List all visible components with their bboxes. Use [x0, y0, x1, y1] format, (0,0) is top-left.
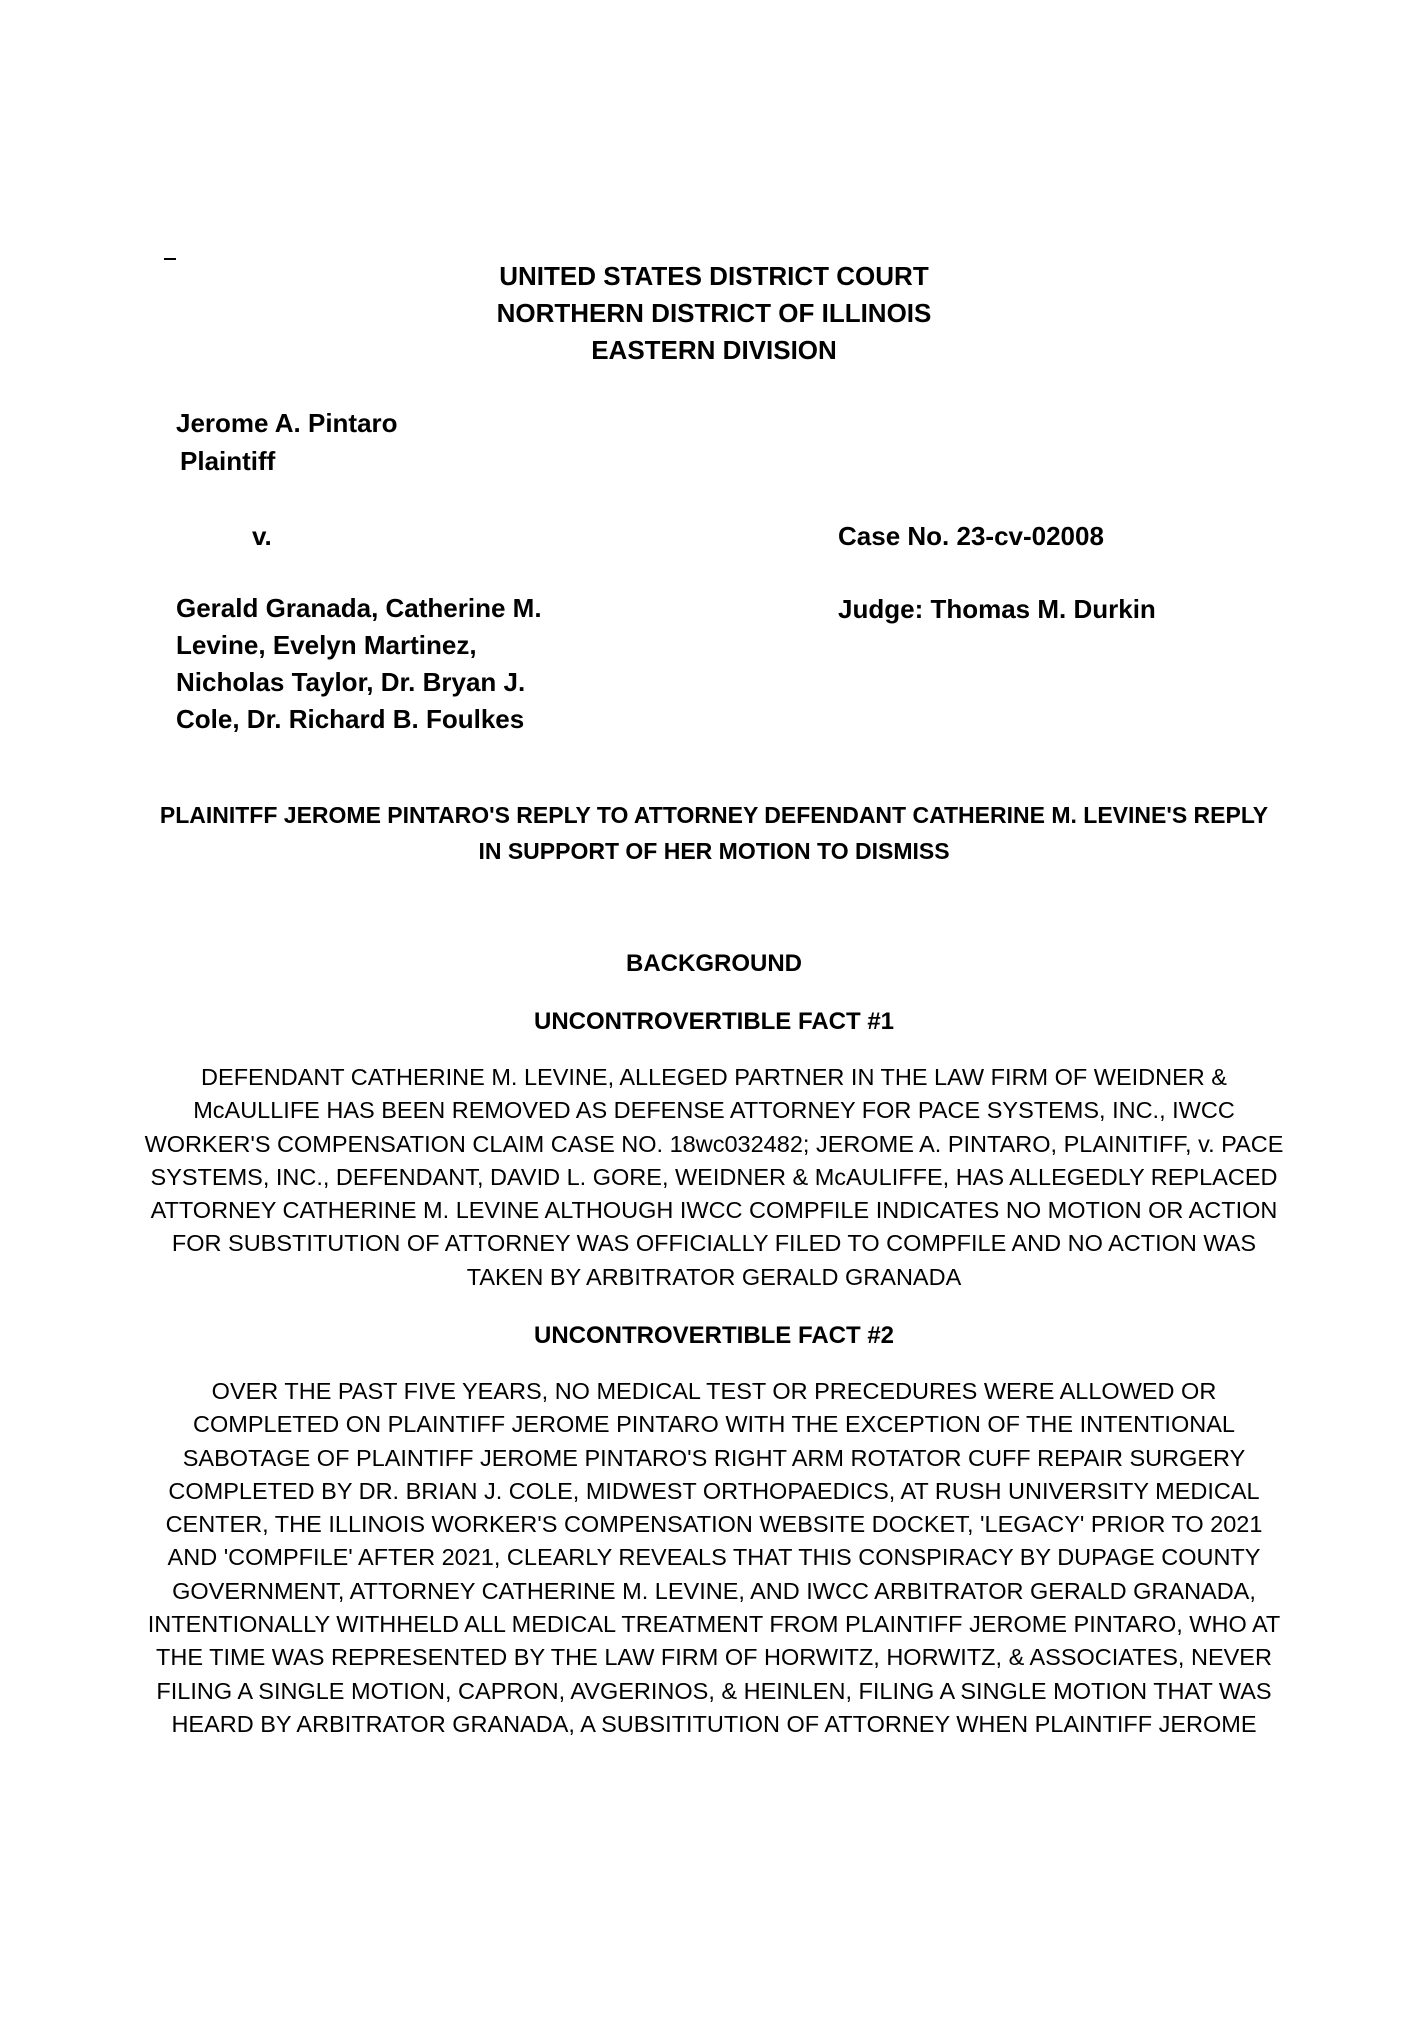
paragraph-line: OVER THE PAST FIVE YEARS, NO MEDICAL TEST OR PRECEDURES WERE ALLOWED OR [211, 1378, 1217, 1404]
paragraph-line: FOR SUBSTITUTION OF ATTORNEY WAS OFFICIALLY FILED TO COMPFILE AND NO ACTION WAS [171, 1230, 1257, 1257]
paragraph-line: ATTORNEY CATHERINE M. LEVINE ALTHOUGH IWCC COMPFILE INDICATES NO MOTION OR ACTION [150, 1197, 1278, 1224]
paragraph-line: DEFENDANT CATHERINE M. LEVINE, ALLEGED PARTNER IN THE LAW FIRM OF WEIDNER & [201, 1064, 1227, 1090]
defendants-line: Nicholas Taylor, Dr. Bryan J. [176, 667, 526, 697]
paragraph-line: THE TIME WAS REPRESENTED BY THE LAW FIRM OF HORWITZ, HORWITZ, & ASSOCIATES, NEVER [156, 1644, 1272, 1671]
plaintiff-block [176, 404, 398, 480]
fact1-paragraph [70, 1061, 1358, 1294]
court-name: UNITED STATES DISTRICT COURT [499, 261, 929, 291]
versus-label: v. [252, 521, 272, 551]
title-line: PLAINITFF JEROME PINTARO'S REPLY TO ATTORNEY DEFENDANT CATHERINE M. LEVINE'S REPLY [159, 802, 1269, 828]
paragraph-line: COMPLETED ON PLAINTIFF JEROME PINTARO WITH THE EXCEPTION OF THE INTENTIONAL [193, 1411, 1235, 1438]
court-division: EASTERN DIVISION [591, 335, 837, 365]
paragraph-line: INTENTIONALLY WITHHELD ALL MEDICAL TREATMENT FROM PLAINTIFF JEROME PINTARO, WHO AT [147, 1611, 1281, 1638]
document-title [60, 797, 1368, 869]
fact2-paragraph [70, 1375, 1358, 1741]
paragraph-line: AND 'COMPFILE' AFTER 2021, CLEARLY REVEALS THAT THIS CONSPIRACY BY DUPAGE COUNTY [167, 1544, 1261, 1571]
paragraph-line: TAKEN BY ARBITRATOR GERALD GRANADA [466, 1263, 962, 1290]
background-heading: BACKGROUND [626, 950, 802, 977]
case-number: Case No. 23-cv-02008 [838, 521, 1104, 551]
paragraph-line: CENTER, THE ILLINOIS WORKER'S COMPENSATION WEBSITE DOCKET, 'LEGACY' PRIOR TO 2021 [165, 1511, 1263, 1538]
fact1-heading: UNCONTROVERTIBLE FACT #1 [533, 1008, 895, 1035]
paragraph-line: HEARD BY ARBITRATOR GRANADA, A SUBSITITUTION OF ATTORNEY WHEN PLAINTIFF JEROME [171, 1710, 1257, 1737]
judge-name: Judge: Thomas M. Durkin [838, 594, 1156, 624]
defendants-line: Levine, Evelyn Martinez, [176, 630, 477, 660]
paragraph-line: SABOTAGE OF PLAINTIFF JEROME PINTARO'S RIGHT ARM ROTATOR CUFF REPAIR SURGERY [182, 1444, 1246, 1471]
plaintiff-name: Jerome A. Pintaro [176, 408, 398, 438]
plaintiff-role: Plaintiff [180, 446, 276, 476]
paragraph-line: McAULLIFE HAS BEEN REMOVED AS DEFENSE ATTORNEY FOR PACE SYSTEMS, INC., IWCC [193, 1097, 1235, 1124]
paragraph-line: FILING A SINGLE MOTION, CAPRON, AVGERINOS, & HEINLEN, FILING A SINGLE MOTION THAT WAS [156, 1677, 1272, 1704]
paragraph-line: WORKER'S COMPENSATION CLAIM CASE NO. 18wc032482; JEROME A. PINTARO, PLAINITIFF, v. PACE [144, 1130, 1284, 1157]
fact2-heading: UNCONTROVERTIBLE FACT #2 [533, 1322, 895, 1349]
defendants-line: Gerald Granada, Catherine M. [176, 593, 542, 623]
title-line: IN SUPPORT OF HER MOTION TO DISMISS [478, 838, 950, 864]
defendants-block [176, 590, 596, 738]
paragraph-line: COMPLETED BY DR. BRIAN J. COLE, MIDWEST ORTHOPAEDICS, AT RUSH UNIVERSITY MEDICAL [168, 1477, 1260, 1504]
paragraph-line: SYSTEMS, INC., DEFENDANT, DAVID L. GORE, WEIDNER & McAULIFFE, HAS ALLEGEDLY REPLACED [150, 1163, 1278, 1190]
court-header [0, 258, 1428, 369]
defendants-line: Cole, Dr. Richard B. Foulkes [176, 704, 525, 734]
court-district: NORTHERN DISTRICT OF ILLINOIS [496, 298, 932, 328]
paragraph-line: GOVERNMENT, ATTORNEY CATHERINE M. LEVINE, AND IWCC ARBITRATOR GERALD GRANADA, [172, 1577, 1256, 1604]
